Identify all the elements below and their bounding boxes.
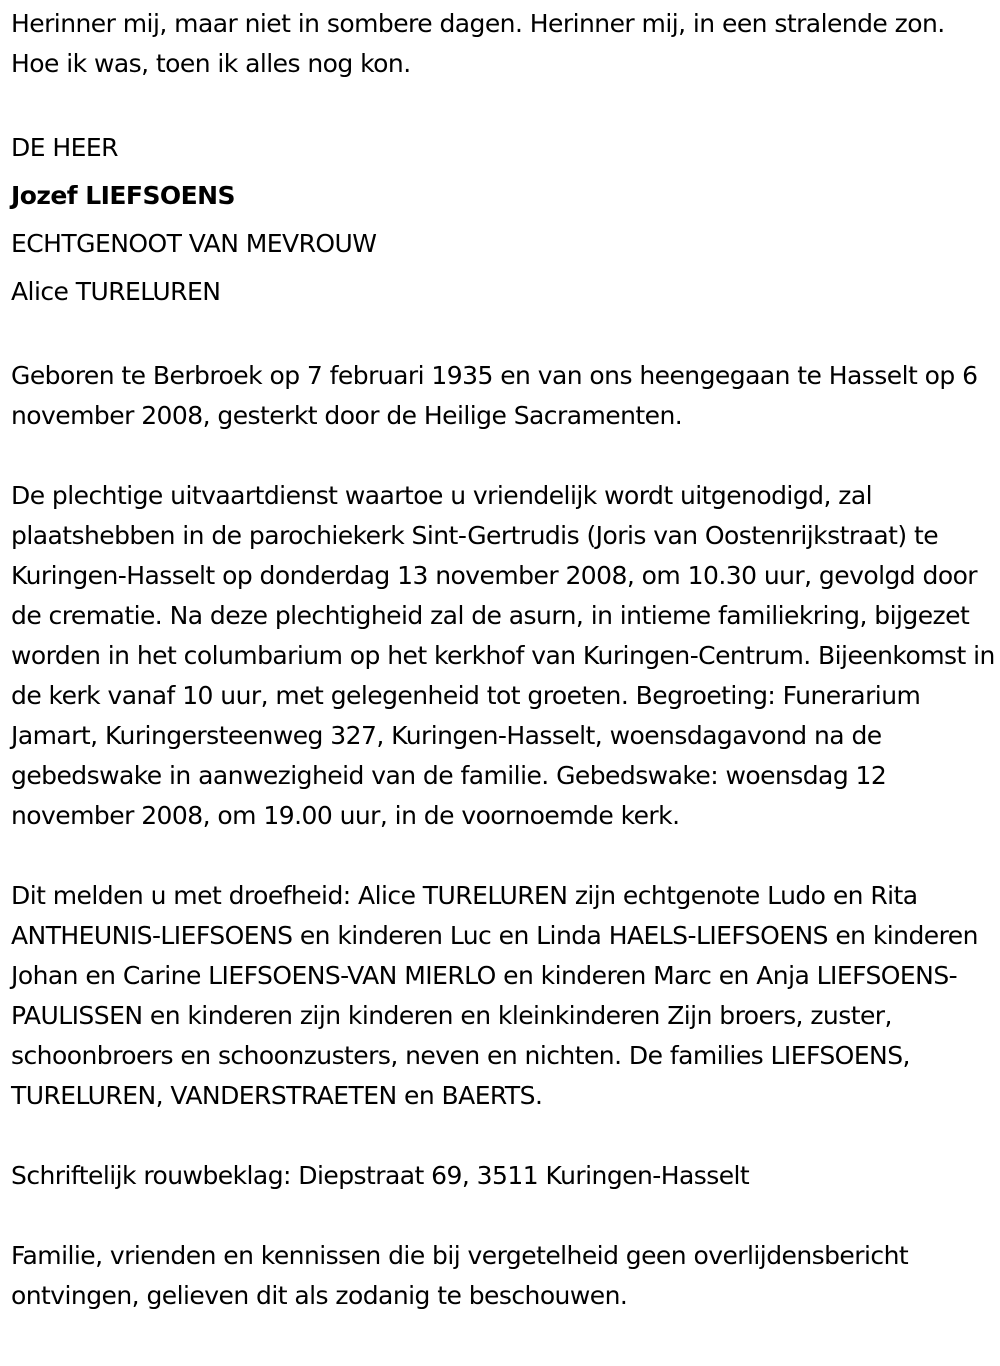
spouse-name: Alice TURELUREN bbox=[11, 277, 221, 306]
paragraph-gap bbox=[11, 1196, 997, 1236]
relation-line: ECHTGENOOT VAN MEVROUW bbox=[11, 229, 377, 258]
paragraph-gap bbox=[11, 436, 997, 476]
memorial-poem: Herinner mij, maar niet in sombere dagen. Herinner mij, in een stralende zon. Hoe ik was, toen ik alles nog kon. bbox=[11, 9, 945, 78]
paragraph-gap bbox=[11, 836, 997, 876]
title-prefix: DE HEER bbox=[11, 133, 118, 162]
funeral-paragraph: De plechtige uitvaartdienst waartoe u vriendelijk wordt uitgenodigd, zal plaatshebben in de parochiekerk Sint-Gertrudis (Joris van Oostenrijkstraat) te Kuringen-Hasselt op donderdag 13 november 2008, om 10.30 uur, gevolgd door de crematie. Na deze plechtigheid zal de asurn, in intieme familiekring, bijgezet worden in het columbarium op het kerkhof van Kuringen-Centrum. Bijeenkomst in de kerk vanaf 10 uur, met gelegenheid tot groeten. Begroeting: Funerarium Jamart, Kuringersteenweg 327, Kuringen-Hasselt, woensdagavond na de gebedswake in aanwezigheid van de familie. Gebedswake: woensdag 12 november 2008, om 19.00 uur, in de voornoemde kerk. bbox=[11, 481, 995, 830]
paragraph-gap bbox=[11, 316, 997, 356]
deceased-name: Jozef LIEFSOENS bbox=[11, 181, 235, 210]
birth-death-paragraph: Geboren te Berbroek op 7 februari 1935 en van ons heengegaan te Hasselt op 6 november 2008, gesterkt door de Heilige Sacramenten. bbox=[11, 361, 978, 430]
obituary-document bbox=[11, 4, 997, 1316]
paragraph-gap bbox=[11, 1116, 997, 1156]
paragraph-gap bbox=[11, 84, 997, 124]
closing-note: Familie, vrienden en kennissen die bij vergetelheid geen overlijdensbericht ontvingen, gelieven dit als zodanig te beschouwen. bbox=[11, 1241, 909, 1310]
mourners-paragraph: Dit melden u met droefheid: Alice TURELUREN zijn echtgenote Ludo en Rita ANTHEUNIS-LIEFSOENS en kinderen Luc en Linda HAELS-LIEFSOENS en kinderen Johan en Carine LIEFSOENS-VAN MIERLO en kinderen Marc en Anja LIEFSOENS-PAULISSEN en kinderen zijn kinderen en kleinkinderen Zijn broers, zuster, schoonbroers en schoonzusters, neven en nichten. De families LIEFSOENS, TURELUREN, VANDERSTRAETEN en BAERTS. bbox=[11, 881, 978, 1110]
condolence-address: Schriftelijk rouwbeklag: Diepstraat 69, 3511 Kuringen-Hasselt bbox=[11, 1161, 750, 1190]
